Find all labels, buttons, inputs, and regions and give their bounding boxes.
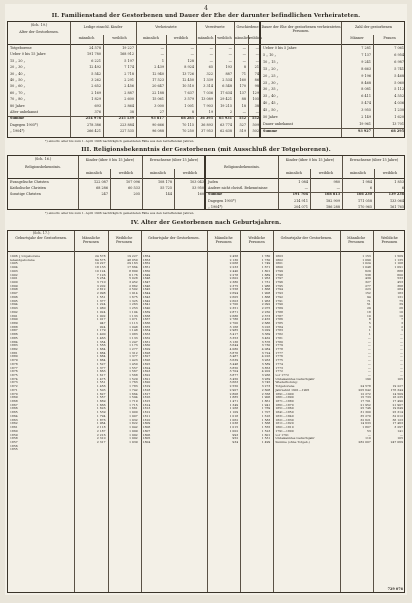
value-cell: 2 169 [91, 90, 101, 95]
value-cell: 193 [225, 65, 232, 70]
sub-header: weiblich [217, 36, 232, 40]
value-cell: 8 081 [361, 87, 371, 92]
female-header: Weibliche Personen [248, 236, 266, 244]
male-header: Männliche Personen [347, 236, 366, 244]
female-column: 19 227 48 050 29 163 17 664 8 899 6 176 5 028 3 452 2 862 2 502 1 914 1 675 1 325 1 263 1 253 1 104 1 133 1 071 1 113 1 048 1 148 1 083 1 133 1 247 1 173 1 277 1 312 1 377 1 423 1 450 1 557 1 567 1 568 1 529 1 763 1 783 1 742 1 664 1 594 1 719 1 715 1 661 1 900 1 907 1 932 1 822 1 942 1 999 1 992 1 992 1 939 [127, 254, 138, 444]
value-cell: 376 [94, 110, 101, 114]
birthyear-header: Geburtsjahr der Gestorbenen. [280, 236, 333, 240]
value-cell: 161 765 [389, 204, 404, 209]
row-label: 80 Jahre [10, 103, 25, 108]
value-cell: 1 230 [394, 108, 404, 113]
value-cell: 60 533 [128, 186, 140, 191]
row-label: Summe [10, 116, 25, 121]
marriage-duration-table [260, 21, 405, 138]
birth-year-table [7, 230, 405, 593]
value-cell: 191 780 [86, 52, 101, 57]
row-label: Evangelische Christen [10, 180, 49, 184]
birthyear-column: 1906 { totgeborene lebendgeborene 1905 1904 1903 1902 1901 1900 1899 1898 1897 1896 1895 1894 1893 1892 1891 1890 1889 1888 1887 1886 1885 1884 1883 1882 1881 1880 1879 1878 1877 1876 1875 1874 1873 1872 1871 1870 1869 1868 1867 1866 1865 1864 1863 1862 1861 1860 1859 1858 1857 1856 1855 [10, 254, 41, 452]
value-cell: 6 [401, 186, 404, 191]
male-column: 1 153 1 090 1 024 1 048 629 538 439 327 277 223 152 94 71 51 29 18 10 8 5 3 1 1 — — — — — — — — — — — 190 24 578 205 642 12 272 15 733 17 701 21 952 25 746 31 300 35 270 32 621 14 633 1 807 53 — 110 282 007 [358, 254, 371, 444]
row-label: 15 „ 20 „ [263, 66, 279, 71]
value-cell: 68 285 [181, 116, 194, 121]
row-label: 30 „ 35 „ [263, 87, 279, 92]
value-cell: 68 286 [96, 186, 108, 191]
sub-header: weiblich [318, 171, 334, 175]
value-cell: 5 112 [394, 87, 404, 92]
row-label: 25 „ 30 „ [263, 80, 279, 85]
value-cell: 20 647 [152, 84, 164, 89]
birthyear-header: Geburtsjahr der Gestorbenen. [147, 236, 200, 240]
table-number: (Sch. 16.) [34, 157, 52, 161]
value-cell: 63 774 [220, 122, 232, 127]
value-cell: 93 927 [358, 128, 371, 133]
value-cell: 2 887 [124, 90, 134, 95]
value-cell: 191 704 [292, 192, 308, 197]
value-cell: — [228, 46, 232, 50]
value-cell: — [209, 46, 213, 50]
value-cell: 2 652 [91, 84, 101, 89]
sub-header: weiblich [182, 171, 198, 175]
value-cell: 1 084 [298, 180, 308, 184]
page-number: 4 [204, 5, 208, 12]
grand-total: 729 076 [387, 587, 403, 591]
value-cell: — [242, 58, 246, 63]
sub-header: Frauen [383, 36, 396, 40]
value-cell: 2 439 [154, 65, 164, 70]
value-cell: — [255, 46, 259, 50]
row-label: Andere nicht christl. Bekenntnisse [208, 186, 268, 191]
value-cell: 9 196 [361, 73, 371, 78]
value-cell: 6 987 [394, 59, 404, 64]
row-label: 70 „ 80 „ [10, 97, 26, 102]
row-label: Summe [208, 192, 223, 197]
female-column: 1 509 1 135 1 108 1 091 888 600 533 453 368 284 183 131 75 39 26 10 10 7 3 2 1 — — — — — — — — — — — — 105 19 227 176 344 14 509 16 235 17 490 21 907 19 649 25 314 32 012 36 123 17 463 3 297 141 — 105 247 069 [390, 254, 403, 444]
value-cell: 166 230 [356, 192, 372, 197]
sub-header: männlich [197, 36, 214, 40]
value-cell: 247 [101, 192, 108, 197]
birthyear-header: Geburtsjahr der Gestorbenen. [15, 236, 68, 240]
value-cell: 170 965 [357, 204, 372, 209]
sub-header: männlich [143, 36, 159, 40]
row-label: Totgeborene [10, 46, 32, 50]
section-2-title: II. Familienstand der Gestorbenen und Dauer der Ehe der darunter befindlichen Verheirateten. [51, 13, 361, 19]
value-cell: — [190, 52, 194, 57]
value-cell: 502 [252, 129, 259, 134]
value-cell: 7 174 [124, 65, 134, 70]
value-cell: — [242, 52, 246, 57]
value-cell: — [160, 46, 164, 50]
sub-header: männlich [234, 36, 250, 40]
value-cell: 215 139 [118, 116, 134, 121]
value-cell: — [209, 58, 213, 63]
value-cell: 2 [229, 110, 232, 114]
value-cell: 29 421 [220, 97, 232, 102]
row-label: 35 „ 40 „ [263, 94, 279, 99]
value-cell: 7 061 [394, 46, 404, 50]
value-cell: 8 663 [361, 66, 371, 71]
row-label: 50 „ 60 „ [10, 84, 26, 89]
value-cell: 19 961 [359, 121, 371, 126]
value-cell: 37 953 [201, 129, 213, 134]
birthyear-column: 1803 1802 1801 1800 1799 1798 1797 1796 1795 1794 1793 1792 1791 1790 1789 1788 1787 1786 1785 1784 1783 1782 1781 1780 1779 1778 1777 1776 1775 1774 1773 1772 vor 1772 Unbekanntes Geburtsjahr Wiederholung: Totgeborene Jahrzehnt 1901—1905 1891—1900 1881—1890 1871—1880 1861—1870 1851—1860 1841—1850 1831—1840 1821—1830 1811—1820 1801—1810 1791—1800 vor 1791 Unbekanntes Geburtsjahr Summe (ohne Totgeb.) [275, 254, 315, 444]
duration-header: Dauer der Ehe der gestorbenen verheirateten Personen. [261, 25, 341, 33]
value-cell: 1 001 [184, 103, 194, 108]
value-cell: 168 813 [324, 192, 340, 197]
value-cell: 36 893 [201, 122, 213, 127]
value-cell: 15 061 [152, 97, 164, 102]
value-cell: 17 523 [152, 78, 164, 82]
statistics-page [5, 4, 407, 595]
value-cell: 509 [252, 122, 259, 127]
value-cell: 3 262 [91, 78, 101, 82]
value-cell: — [304, 186, 308, 191]
value-cell: 90 666 [152, 122, 164, 127]
value-cell: 10 510 [182, 84, 194, 89]
value-cell: 266 421 [86, 129, 101, 134]
row-label: 40 „ 50 „ [10, 78, 26, 82]
value-cell: 1 [161, 58, 164, 63]
value-cell: 5 060 [394, 80, 404, 85]
group-header: Verheiratete [155, 25, 177, 29]
value-cell: — [336, 186, 340, 191]
value-cell: 182 909 [325, 198, 340, 203]
value-cell: 88 [241, 97, 246, 102]
sub-header: weiblich [382, 171, 398, 175]
value-cell: 8 [243, 65, 246, 70]
female-header: Weibliche Personen [381, 236, 398, 244]
sub-header: weiblich [118, 171, 134, 175]
value-cell: 9 241 [361, 59, 371, 64]
value-cell: 7 281 [361, 46, 371, 50]
value-cell: 13 089 [201, 97, 213, 102]
value-cell: — [209, 52, 213, 57]
value-cell: — [160, 52, 164, 57]
value-cell: 96 088 [152, 129, 164, 134]
row-label: Ueber 0 bis 15 Jahre [10, 52, 46, 57]
value-cell: 3 579 [184, 97, 194, 102]
row-label: Ueber 0 bis 5 Jahre [263, 46, 297, 50]
row-label: 15 „ 20 „ [10, 58, 26, 63]
column-rule [273, 231, 274, 592]
value-cell: 55 725 [160, 186, 172, 191]
value-cell: — [228, 52, 232, 57]
value-cell: 105 [252, 97, 259, 102]
male-column: 2 458 2 130 2 068 2 233 2 440 2 278 2 602 2 380 2 375 2 558 2 694 2 605 2 603 2 700 2 351 2 871 2 686 2 786 2 700 3 168 2 985 3 417 3 353 3 136 3 644 4 080 3 876 3 487 3 639 3 448 3 850 3 704 3 877 3 450 3 663 2 550 2 907 2 808 1 885 1 471 1 349 1 268 1 109 1 018 1 062 1 038 1 015 1 002 993 952 934 [229, 254, 239, 444]
group-header: Verwitwete [205, 25, 225, 29]
value-cell: 3 314 [203, 84, 213, 89]
value-cell: 70 115 [182, 122, 194, 127]
group-header: Kinder (über 0 bis 15 Jahre) [85, 158, 135, 162]
value-cell: 1 829 [91, 97, 101, 102]
value-cell: 160 [239, 78, 246, 82]
value-cell: 6 954 [394, 52, 404, 57]
value-cell: 7 637 [184, 90, 194, 95]
value-cell: 519 [239, 129, 246, 134]
value-cell: 62 638 [220, 129, 232, 134]
row-label: 40 „ 45 „ [263, 101, 279, 106]
value-cell: 552 [251, 116, 259, 121]
value-cell: 7 137 [361, 52, 371, 57]
female-header: Weibliche Personen [115, 236, 133, 244]
value-cell: 3 000 [154, 103, 164, 108]
row-label: 20 „ 30 „ [10, 65, 26, 70]
value-cell: 107 096 [125, 180, 140, 184]
value-cell: 133 064 [389, 198, 404, 203]
row-label: 30 „ 40 „ [10, 71, 26, 76]
row-label: Dagegen 1905*) [208, 198, 237, 203]
value-cell: 5 468 [394, 73, 404, 78]
value-cell: — [228, 58, 232, 63]
value-cell: 137 [239, 90, 246, 95]
value-cell: 12 940 [152, 71, 164, 76]
value-cell: 24 578 [89, 46, 101, 50]
row-label: Katholische Christen [10, 186, 46, 191]
count-header: Zahl der gestorbenen [354, 25, 393, 29]
value-cell: 139 236 [388, 192, 404, 197]
value-cell: 17 634 [220, 90, 232, 95]
row-label: Alter unbekannt [10, 110, 38, 114]
male-header: Männliche Personen [81, 236, 100, 244]
value-cell: 74 [254, 71, 259, 76]
section-3-title: III. Religionsbekenntnis der Gestorbenen (mit Ausschluß der Totgeborenen). [81, 147, 331, 153]
value-cell: 980 [333, 180, 340, 184]
sub-header: männlich [86, 171, 102, 175]
value-cell: 4 036 [394, 101, 404, 106]
value-cell: — [255, 52, 259, 57]
row-label: 50 Jahre [263, 115, 278, 119]
row-label: Dauer unbekannt [263, 121, 293, 126]
value-cell: 19 [208, 110, 213, 114]
value-cell: — [242, 110, 246, 114]
value-cell: 2 456 [124, 84, 134, 89]
row-label: 5 „ 10 „ [263, 52, 277, 57]
sub-header: weiblich [247, 36, 262, 40]
value-cell: 18 [241, 103, 246, 108]
value-cell: 6 221 [91, 58, 101, 63]
group-header: Geschiedene [236, 25, 259, 29]
religion-table-right [205, 155, 405, 210]
value-cell: — [242, 46, 246, 50]
value-cell: 887 [225, 71, 232, 76]
value-cell: 19 215 [220, 103, 232, 108]
sub-header: männlich [78, 36, 95, 40]
footnote-3: *) einschl. aller bis zum 1. April 1906 nachträglich gemeldeten Fälle aus den betreffenden Jahren. [45, 211, 195, 215]
value-cell: 129 [252, 90, 259, 95]
value-cell: 19 227 [122, 46, 134, 50]
table-number: (Sch. 17.) [32, 231, 50, 235]
value-cell: 2 864 [124, 103, 134, 108]
value-cell: 38 [254, 103, 259, 108]
value-cell: — [190, 46, 194, 50]
row-label: 45 „ 50 „ [263, 108, 279, 113]
row-label: 20 „ 25 „ [263, 73, 279, 78]
row-label: Dagegen 1905*) [10, 122, 39, 127]
value-cell: 36 395 [200, 116, 213, 121]
row-label: Sonstige Christen [10, 192, 41, 197]
value-cell: 2 291 [124, 78, 134, 82]
value-cell: 254 978 [85, 116, 101, 121]
row-label: 60 „ 70 „ [10, 90, 26, 95]
value-cell: 2 534 [222, 78, 232, 82]
group-header: Kinder (über 0 bis 15 Jahre) [285, 158, 335, 162]
value-cell: 98 [254, 84, 259, 89]
value-cell: 205 [133, 192, 140, 197]
value-cell: 144 [165, 192, 172, 197]
value-cell: 13 726 [182, 71, 194, 76]
value-cell: 27 [159, 110, 164, 114]
table-number: (Sch. 19.) [30, 23, 48, 27]
value-cell: 171 058 [357, 198, 372, 203]
value-cell: 65 [208, 65, 213, 70]
row-label: „ 1904*) [10, 129, 25, 134]
female-column: 1 780 1 730 1 749 1 671 1 801 1 889 1 953 1 731 1 986 1 868 1 908 1 868 1 963 2 092 2 075 2 250 2 373 2 455 2 686 3 016 3 029 3 369 3 462 3 576 3 730 4 084 3 724 4 016 3 933 3 589 3 853 4 202 3 936 3 939 3 745 3 273 2 608 2 358 1 906 1 861 1 941 1 769 1 707 1 616 1 583 1 568 1 555 1 523 1 601 1 531 1 499 [261, 254, 271, 444]
value-cell: 12 450 [182, 78, 194, 82]
group-header: Erwachsene (über 15 Jahre) [349, 158, 399, 162]
column-rule [141, 231, 142, 592]
value-cell: 1 853 [394, 180, 404, 184]
value-cell: 160 [197, 192, 204, 197]
value-cell: 2 600 [124, 97, 134, 102]
row-label: Juden [208, 180, 218, 184]
value-cell: 68 295 [391, 128, 404, 133]
value-cell: 7 036 [203, 90, 213, 95]
row-label: Summe [263, 128, 278, 133]
value-cell: 8 [191, 110, 194, 114]
value-cell: 12 492 [89, 65, 101, 70]
value-cell: 21 [254, 65, 259, 70]
sub-header: männlich [350, 171, 366, 175]
value-cell: 13 701 [392, 121, 404, 126]
value-cell: 93 817 [151, 116, 164, 121]
sub-header: männlich [286, 171, 302, 175]
birthyear-column: 1854 1853 1852 1851 1850 1849 1848 1847 1846 1845 1844 1843 1842 1841 1840 1839 1838 1837 1836 1835 1834 1833 1832 1831 1830 1829 1828 1827 1826 1825 1824 1823 1822 1821 1820 1819 1818 1817 1816 1815 1814 1813 1812 1811 1810 1809 1808 1807 1806 1805 1804 [142, 254, 151, 444]
col0-header: Religionsbekenntnis. [223, 165, 260, 169]
value-cell: 22 188 [152, 90, 164, 95]
marital-status-table [7, 21, 260, 138]
value-cell: 71 [241, 71, 246, 76]
section-4-title: IV. Alter der Gestorbenen nach Geburtsjahren. [130, 220, 282, 226]
value-cell: 128 [187, 58, 194, 63]
value-cell: 527 [239, 122, 246, 127]
value-cell: 227 535 [119, 129, 134, 134]
value-cell: 65 931 [219, 116, 232, 121]
value-cell: 122 087 [93, 180, 108, 184]
value-cell: 70 250 [182, 129, 194, 134]
value-cell: 38 [129, 110, 134, 114]
value-cell: 5 542 [91, 71, 101, 76]
value-cell: 6 [369, 186, 372, 191]
male-header: Männliche Personen [214, 236, 233, 244]
value-cell: 4 552 [394, 94, 404, 99]
row-label: „ 1904*) [208, 204, 223, 209]
value-cell: 86 [254, 78, 259, 82]
col0-header: Alter der Gestorbenen. [19, 30, 59, 34]
value-cell: 5 741 [394, 66, 404, 71]
row-label: 10 „ 15 „ [263, 59, 279, 64]
value-cell: 3 955 [361, 108, 371, 113]
value-cell: 5 474 [361, 101, 371, 106]
religion-table-left [7, 155, 205, 210]
value-cell: 1 984 [362, 180, 372, 184]
group-header: Erwachsene (über 15 Jahre) [149, 158, 199, 162]
col0-header: Religionsbekenntnis. [24, 165, 61, 169]
sub-header: weiblich [112, 36, 127, 40]
value-cell: 2 149 [361, 115, 371, 119]
value-cell: 170 [239, 84, 246, 89]
value-cell: 693 [94, 103, 101, 108]
value-cell: 168 912 [119, 52, 134, 57]
value-cell: 223 884 [119, 122, 134, 127]
value-cell: 1 339 [203, 78, 213, 82]
value-cell: 204 071 [293, 204, 308, 209]
value-cell: 5 197 [124, 58, 134, 63]
value-cell: 53 950 [192, 186, 204, 191]
value-cell: — [255, 110, 259, 114]
column-rule [341, 22, 342, 137]
value-cell: 322 [206, 71, 213, 76]
value-cell: 6 411 [361, 94, 371, 99]
male-column: 24 578 64 575 19 227 18 133 10 124 7 126 5 254 3 710 3 202 2 812 2 098 1 551 1 377 1 224 1 080 1 024 1 002 1 017 947 924 1 179 1 400 1 463 1 354 1 556 1 684 1 884 1 684 1 884 1 527 1 377 1 663 1 617 1 475 1 551 1 456 1 503 1 627 1 557 1 669 1 666 1 626 1 539 1 794 1 876 1 964 2 118 2 187 2 216 2 310 2 317 [94, 254, 106, 444]
sub-header: weiblich [173, 36, 189, 40]
footnote-2: *) einschl. aller bis zum 1. April 1906 nachträglich gemeldeten Fälle aus den betreffenden Jahren. [45, 139, 195, 143]
value-cell: 8 924 [184, 65, 194, 70]
value-cell: 7 903 [203, 103, 213, 108]
value-cell: 278 386 [86, 122, 101, 127]
sub-header: Männer [350, 36, 364, 40]
value-cell: 186 288 [325, 204, 340, 209]
group-header: Ledige einschl. Kinder [83, 25, 123, 29]
sub-header: männlich [150, 171, 166, 175]
value-cell: 103 043 [189, 180, 204, 184]
value-cell: 6 548 [222, 84, 232, 89]
value-cell: 2 718 [124, 71, 134, 76]
value-cell: 1 620 [394, 115, 404, 119]
value-cell: — [255, 58, 259, 63]
value-cell: 8 468 [361, 80, 371, 85]
value-cell: 552 [238, 116, 246, 121]
value-cell: 108 178 [157, 180, 172, 184]
value-cell: 214 911 [293, 198, 308, 203]
